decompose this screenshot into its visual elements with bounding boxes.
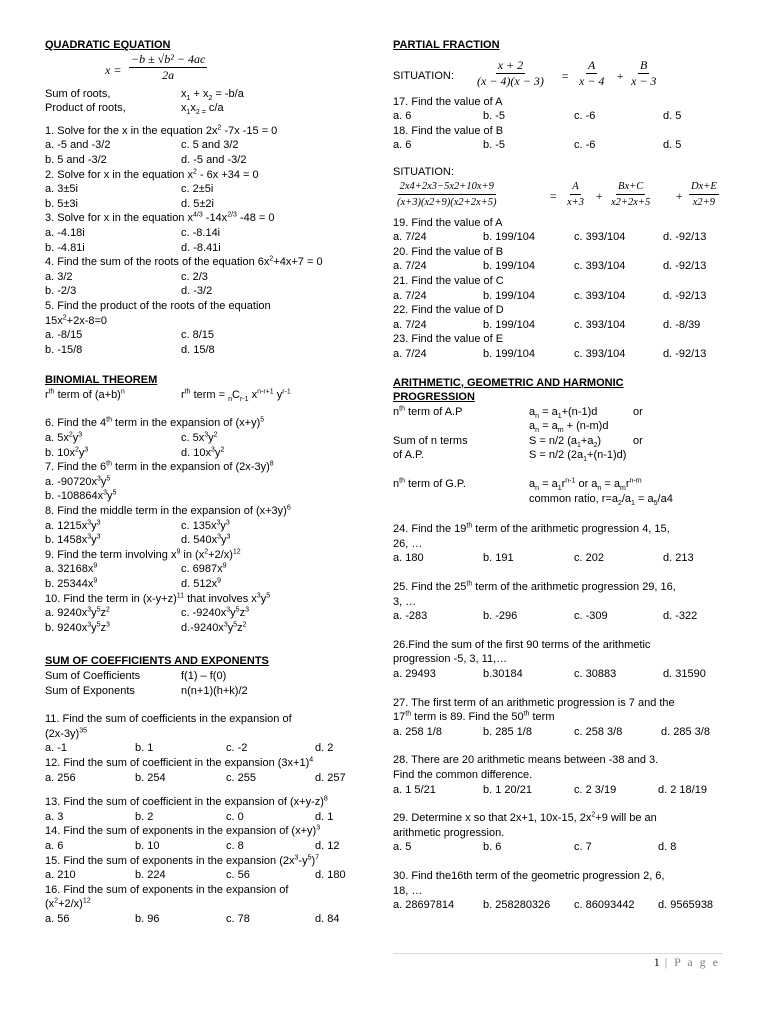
ap-nth-formula-1: $a_n = a_1+(n-1)d$ [529,405,598,420]
q17-choices [393,109,733,124]
formula-fraction [129,53,207,82]
q3-choices-ac [45,226,375,241]
formula-numerator: −b ± √b² − 4ac [131,51,206,66]
q19-choices [393,230,733,245]
q8-d: d. $540x^3y^3$ [181,533,231,547]
q25-text-2: 3, … [393,595,417,608]
formula-denominator: 2a [162,67,175,82]
q8-c: c. $135x^3y^3$ [181,518,230,532]
q27-text-2: 17th term is 89. Find the 50th term [393,710,555,724]
s2-frac-b [609,180,652,209]
sum-of-roots-row [45,87,375,102]
q16-choices [45,912,375,927]
q18-d: d. 5 [663,139,682,152]
q4-c: c. 2/3 [181,270,208,283]
q7-text: 7. Find the 6th term in the expansion of $(2x-3y)^8$ [45,460,274,474]
q26-text-2: progression -5, 3, 11,… [393,653,508,666]
q20-choices [393,259,733,274]
q7-b: b. $-108864x^3y^5$ [45,489,117,503]
quadratic-heading: QUADRATIC EQUATION [45,39,171,51]
q25-text-1: 25. Find the 25th term of the arithmetic progression 29, 16, [393,580,676,594]
q11-text: 11. Find the sum of coefficients in the expansion of [45,713,292,726]
partial-heading: PARTIAL FRACTION [393,39,500,51]
q30-a: a. 28697814 [393,899,455,912]
s2-d-den: x2+9 [692,196,715,208]
q23-choices [393,347,733,362]
q17-d: d. 5 [663,110,682,123]
q9-choices-ac [45,562,375,577]
q1-choices-ac [45,138,375,153]
q15-d: d. 180 [315,869,346,882]
left-column [45,38,375,926]
rth-term-label: $r^{th}$ term of $(a+b)^n$ [45,388,125,401]
q16-c: c. 78 [226,912,250,925]
q13-a: a. 3 [45,810,64,823]
q26-text-1: 26.Find the sum of the first 90 terms of the arithmetic [393,638,651,651]
q12-text: 12. Find the sum of coefficient in the expansion $(3x+1)^4$ [45,756,314,769]
ap-nth-row-1 [393,405,733,420]
q15-choices [45,868,375,883]
q23-b: b. 199/104 [483,347,535,360]
agh-heading-1: ARITHMETIC, GEOMETRIC AND HARMONIC [393,376,624,389]
q12-c: c. 255 [226,771,256,784]
q22-choices [393,318,733,333]
q9-c: c. $6987x^9$ [181,562,227,576]
s2-frac-d [689,180,719,209]
q25-b: b. -296 [483,610,518,623]
q8-choices-ac [45,519,375,534]
ap-sum-formula-2: S = n/2 $(2a_1+(n-1)d)$ [529,449,627,464]
ap-sum-row-2 [393,448,733,463]
q18-b: b. -5 [483,139,506,152]
q4-choices-ac [45,270,375,285]
s1-b-num: B [640,57,648,72]
q5-equation: $15x^2+2x-8=0$ [45,313,108,327]
q11-a: a. -1 [45,742,68,755]
quadratic-formula [105,53,375,87]
q3-choices-bd [45,241,375,256]
q6-choices-bd [45,446,375,461]
q28-b: b. 1 20/21 [483,783,532,796]
gp-ratio-formula: common ratio, $r=a_2/a_1 = a_5/a4$ [529,492,673,507]
s2-frac-a [565,180,586,209]
q20-a: a. 7/24 [393,260,427,273]
q7-a: a. $-90720x^3y^5$ [45,475,111,488]
q10-d: $d.-9240x^3y^5z^2$ [181,621,247,634]
situation-1-lhs [475,59,546,88]
q1-text: 1. Solve for the x in the equation $2x^2$ -7x -15 = 0 [45,124,278,137]
q14-text: 14. Find the sum of exponents in the expansion of $(x+y)^3$ [45,824,321,838]
q24-c: c. 202 [574,552,604,565]
q29-b: b. 6 [483,841,502,854]
q12-choices [45,771,375,786]
q26-d: d. 31590 [663,668,706,680]
q27-b: b. 285 1/8 [483,725,532,738]
q6-b: b. $10x^2y^3$ [45,446,89,459]
q27-text-1: 27. The first term of an arithmetic progression is 7 and the [393,696,675,709]
q10-c: c. $-9240x^3y^5z^3$ [181,606,249,620]
q17-text: 17. Find the value of A [393,95,503,108]
q5-choices-bd [45,343,375,358]
q12-b: b. 254 [135,771,166,784]
q22-d: d. -8/39 [663,318,701,331]
q8-b: b. $1458x^3y^3$ [45,533,101,547]
q9-choices-bd [45,577,375,592]
ap-sum-or: or [633,434,643,447]
s2-d-num: Dx+E [689,180,719,195]
ap-nth-row-2 [393,419,733,434]
q6-d: d. $10x^3y^2$ [181,446,225,459]
q30-text-1: 30. Find the16th term of the geometric progression 2, 6, [393,869,665,882]
q14-d: d. 12 [315,839,340,852]
q27-c: c. 258 3/8 [574,725,623,738]
q4-d: d. -3/2 [181,285,213,298]
s2-lhs [395,180,498,209]
q5-c: c. 8/15 [181,329,215,342]
q24-b: b. 191 [483,552,514,565]
sum-exp-label: Sum of Exponents [45,684,135,697]
q4-text: 4. Find the sum of the roots of the equation $6x^2+4x+7 = 0$ [45,255,323,269]
ap-sum-label-2: of A.P. [393,449,424,462]
q27-a: a. 258 1/8 [393,725,442,738]
q20-b: b. 199/104 [483,260,535,273]
q12-d: d. 257 [315,771,346,784]
q16-a: a. 56 [45,912,70,925]
s2-plus-1: + [595,188,604,203]
q2-choices-ac [45,182,375,197]
q2-choices-bd [45,197,375,212]
q21-text: 21. Find the value of C [393,274,504,287]
sum-coef-label: Sum of Coefficients [45,669,141,682]
q3-a: a. -4.18i [45,226,85,239]
q4-choices-bd [45,284,375,299]
s2-plus-2: + [675,188,684,203]
q30-choices [393,898,733,913]
q25-choices [393,609,733,624]
q9-a: a. $32168x^9$ [45,562,98,576]
product-roots-formula: $x_1x_{2 =}$ c/a [181,102,224,117]
q10-b: b. $9240x^3y^5z^3$ [45,621,110,634]
q2-text: 2. Solve for x in the equation $x^2 - 6x +34 = 0$ [45,167,259,181]
rth-term-formula: $r^{th}$ term = $_nC_{r-1}$ $x^{n-r+1}$ $y^{r-1}$ [181,388,291,404]
q20-c: c. 393/104 [574,260,626,273]
q26-a: a. 29493 [393,668,436,680]
q21-d: d. -92/13 [663,289,707,302]
q13-d: d. 1 [315,810,334,823]
sum-coef-value: f(1) – f(0) [181,669,227,682]
q3-d: d. -8.41i [181,241,221,254]
s1-equals: = [561,68,570,83]
sum-exp-row [45,684,375,699]
q13-b: b. 2 [135,810,154,823]
ap-nth-formula-2: $a_n = a_m + (n-m)d$ [529,420,609,435]
ap-sum-row-1 [393,434,733,449]
q17-a: a. 6 [393,110,412,123]
q20-d: d. -92/13 [663,260,707,273]
q19-b: b. 199/104 [483,231,535,244]
q21-choices [393,289,733,304]
page-word: P a g e [674,955,720,969]
q11-choices [45,741,375,756]
q28-text-1: 28. There are 20 arithmetic means between -38 and 3. [393,754,659,767]
q2-d: d. 5±2i [181,197,214,210]
q14-b: b. 10 [135,839,160,852]
q4-a: a. 3/2 [45,270,73,283]
q8-text: 8. Find the middle term in the expansion of $(x+3y)^6$ [45,504,291,518]
q14-a: a. 6 [45,839,64,852]
q28-c: c. 2 3/19 [574,783,617,796]
q9-text: 9. Find the term involving $x^9$ in $(x^2+2/x)^{12}$ [45,548,241,561]
q28-choices [393,783,733,798]
q6-text: 6. Find the 4th term in the expansion of $(x+y)^5$ [45,416,265,430]
s1-num: x + 2 [497,57,524,72]
q18-text: 18. Find the value of B [393,124,504,137]
q17-b: b. -5 [483,110,506,123]
ap-nth-label: $n^{th}$ term of A.P [393,405,463,418]
q29-choices [393,840,733,855]
q5-a: a. -8/15 [45,329,83,342]
q10-a: a. $9240x^3y^5z^2$ [45,606,110,620]
q12-a: a. 256 [45,771,76,784]
s1-plus: + [616,68,625,83]
s2-b-num: Bx+C [616,180,645,195]
q26-c: c. 30883 [574,668,617,680]
q16-text: 16. Find the sum of exponents in the expansion of [45,883,289,896]
q1-c: c. 5 and 3/2 [181,139,239,152]
q18-choices [393,138,733,153]
product-roots-label: Product of roots, [45,102,126,115]
q4-b: b. -2/3 [45,285,77,298]
sum-coef-row [45,669,375,684]
gp-ratio-row [393,492,733,507]
s2-a-den: x+3 [567,196,584,208]
sum-roots-label: Sum of roots, [45,87,111,100]
q6-a: a. $5x^2y^3$ [45,431,83,445]
q22-a: a. 7/24 [393,318,427,331]
ap-sum-label-1: Sum of n terms [393,434,468,447]
q19-text: 19. Find the value of A [393,216,503,229]
q14-c: c. 8 [226,839,244,852]
q22-text: 22. Find the value of D [393,304,504,317]
q22-b: b. 199/104 [483,318,535,331]
situation-2 [393,180,733,216]
q15-text: 15. Find the sum of exponents in the expansion $(2x^3-y^5)^7$ [45,853,320,867]
page-number [654,955,720,970]
s1-frac-b [629,59,658,88]
ap-sum-formula-1: S = n/2 $(a_1+a_2)$ [529,434,602,450]
q15-b: b. 224 [135,869,166,882]
situation-2-label: SITUATION: [393,165,454,178]
q29-d: d. 8 [658,841,677,854]
q21-c: c. 393/104 [574,289,626,302]
product-of-roots-row [45,101,375,116]
situation-1-label: SITUATION: [393,69,454,82]
q5-d: d. 15/8 [181,343,215,356]
binomial-formula-row [45,388,375,403]
s2-equals: = [549,188,558,203]
q15-a: a. 210 [45,869,76,882]
q15-c: c. 56 [226,869,250,882]
q28-text-2: Find the common difference. [393,768,533,781]
s1-den: (x − 4)(x − 3) [477,73,544,88]
q2-b: b. 5±3i [45,197,78,210]
q1-d: d. -5 and -3/2 [181,153,247,166]
q18-c: c. -6 [574,139,596,152]
q17-c: c. -6 [574,110,596,123]
q9-d: d. $512x^9$ [181,577,221,590]
q10-choices-ac [45,606,375,621]
page-number-value: 1 [653,955,660,969]
q24-text-2: 26, … [393,537,423,550]
agh-heading-2: PROGRESSION [393,391,475,404]
q24-d: d. 213 [663,552,694,565]
q30-b: b. 258280326 [483,899,551,912]
q24-a: a. 180 [393,552,424,565]
q19-d: d. -92/13 [663,231,707,244]
s1-frac-a [577,59,606,88]
page-separator: | [659,955,675,969]
q21-a: a. 7/24 [393,289,427,302]
footer-rule [393,953,723,954]
s1-b-den: x − 3 [631,73,657,88]
q5-b: b. -15/8 [45,343,83,356]
q29-a: a. 5 [393,841,412,854]
q19-a: a. 7/24 [393,231,427,244]
q5-choices-ac [45,328,375,343]
q6-c: c. $5x^3y^2$ [181,431,218,445]
q24-text-1: 24. Find the 19th term of the arithmetic progression 4, 15, [393,522,670,536]
q3-text: 3. Solve for x in the equation $x^{4/3}$ $-14x^{2/3}$ -48 = 0 [45,211,275,225]
s2-den: (x+3)(x2+9)(x2+2x+5) [397,196,497,208]
situation-1 [393,53,733,95]
q5-text: 5. Find the product of the roots of the equation [45,299,271,312]
q25-d: d. -322 [663,610,698,623]
q1-b: b. 5 and -3/2 [45,153,107,166]
q10-choices-bd [45,621,375,636]
binomial-heading: BINOMIAL THEOREM [45,374,158,387]
q29-text-1: 29. Determine x so that 2x+1, 10x-15, $2x^2+9$ will be an [393,811,657,825]
sum-coef-heading: SUM OF COEFFICIENTS AND EXPONENTS [45,655,269,668]
q13-c: c. 0 [226,810,244,823]
q1-choices-bd [45,153,375,168]
q27-d: d. 285 3/8 [661,725,710,738]
s2-num: 2x4+2x3−5x2+10x+9 [398,180,496,195]
q26-choices [393,667,733,682]
q3-b: b. -4.81i [45,241,85,254]
gp-nth-label: $n^{th}$ term of G.P. [393,477,466,491]
q18-a: a. 6 [393,139,412,152]
q21-b: b. 199/104 [483,289,535,302]
q2-c: c. 2±5i [181,183,214,196]
q13-text: 13. Find the sum of coefficient in the expansion of $(x+y-z)^8$ [45,795,328,809]
q25-c: c. -309 [574,610,608,623]
q23-a: a. 7/24 [393,347,427,360]
q23-text: 23. Find the value of E [393,333,504,346]
sum-exp-value: n(n+1)(h+k)/2 [181,684,248,697]
q13-choices [45,810,375,825]
q26-b: b.30184 [483,668,523,680]
q28-d: d. 2 18/19 [658,783,707,796]
q22-c: c. 393/104 [574,318,626,331]
formula-lhs: x = [105,62,122,77]
right-column [393,38,733,913]
q11-d: d. 2 [315,742,334,755]
q16-b: b. 96 [135,912,160,925]
s2-a-num: A [570,180,580,195]
q30-c: c. 86093442 [574,899,635,912]
q10-text: 10. Find the term in $(x-y+z)^{11}$ that involves $x^3y^5$ [45,591,271,605]
q16-expr: $(x^2+2/x)^{12}$ [45,897,91,911]
q8-a: a. $1215x^3y^3$ [45,518,101,532]
q30-text-2: 18, … [393,884,423,897]
q11-c: c. -2 [226,742,248,755]
q9-b: b. $25344x^9$ [45,577,98,590]
q14-choices [45,839,375,854]
q29-text-2: arithmetic progression. [393,826,505,839]
q27-choices [393,725,733,740]
q2-a: a. 3±5i [45,183,78,196]
ap-nth-or: or [633,405,643,418]
q3-c: c. -8.14i [181,226,221,239]
gp-nth-formula: $a_n = a_1r^{n-1}$ or $a_n = a_mr^{n-m}$ [529,477,642,493]
s1-a-den: x − 4 [579,73,605,88]
q30-d: d. 9565938 [658,899,714,912]
q28-a: a. 1 5/21 [393,783,436,796]
q11-b: b. 1 [135,742,154,755]
q6-choices-ac [45,431,375,446]
q23-d: d. -92/13 [663,347,707,360]
s1-a-num: A [588,57,596,72]
gp-nth-row [393,477,733,492]
q11-expr: $(2x-3y)^{35}$ [45,727,88,740]
q25-a: a. -283 [393,610,428,623]
q1-a: a. -5 and -3/2 [45,139,111,152]
q19-c: c. 393/104 [574,231,626,244]
s2-b-den: x2+2x+5 [611,196,651,208]
q29-c: c. 7 [574,841,592,854]
q24-choices [393,551,733,566]
q20-text: 20. Find the value of B [393,245,504,258]
sum-roots-formula: $x_1 + x_2 = -b/a$ [181,87,244,102]
q23-c: c. 393/104 [574,347,626,360]
q8-choices-bd [45,533,375,548]
q16-d: d. 84 [315,912,340,925]
